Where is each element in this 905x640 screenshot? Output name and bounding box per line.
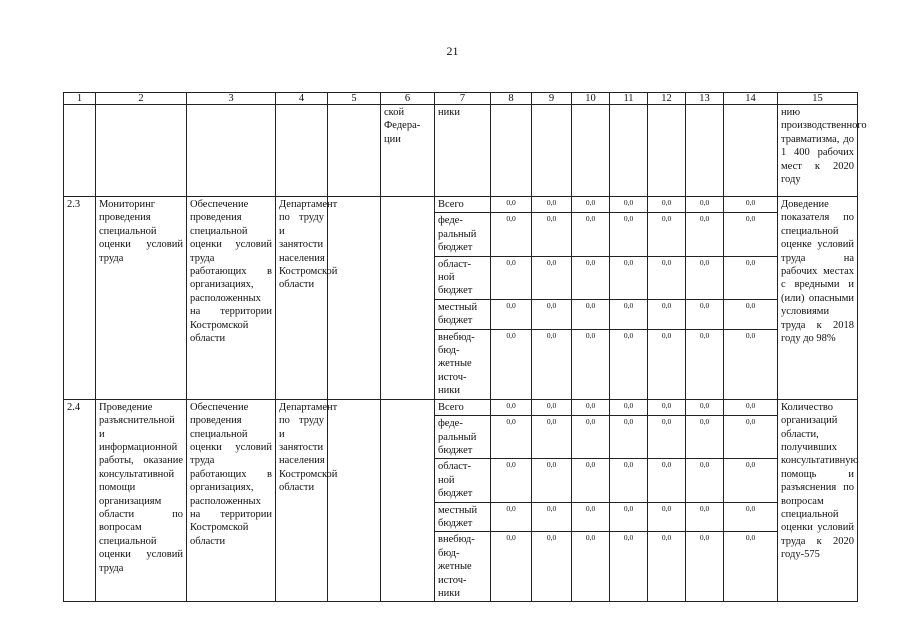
continuation-col15: нию производственного травматизма, до 1 400 рабочих мест к 2020 году — [778, 105, 858, 197]
funding-value: 0,0 — [491, 213, 532, 256]
funding-value: 0,0 — [648, 399, 686, 415]
funding-value: 0,0 — [648, 502, 686, 532]
funding-value: 0,0 — [610, 197, 648, 213]
funding-value: 0,0 — [572, 197, 610, 213]
funding-value: 0,0 — [572, 502, 610, 532]
funding-value: 0,0 — [572, 532, 610, 602]
funding-source: феде-ральный бюджет — [435, 416, 491, 459]
header-col-5: 5 — [328, 93, 381, 105]
funding-value: 0,0 — [686, 299, 724, 329]
funding-value: 0,0 — [610, 502, 648, 532]
funding-value: 0,0 — [724, 502, 778, 532]
funding-value: 0,0 — [686, 197, 724, 213]
expected-result: Доведение показателя по специальной оценке условий труда на рабочих местах с вредными и (или) опасными условиями труда к 2018 году до 98% — [778, 197, 858, 400]
funding-value: 0,0 — [724, 299, 778, 329]
measure-content: Обеспечение проведения специальной оценки условий труда работающих в организациях, расположенных на территории Костромской области — [187, 197, 276, 400]
funding-value: 0,0 — [610, 329, 648, 399]
funding-value: 0,0 — [686, 213, 724, 256]
funding-value: 0,0 — [532, 416, 572, 459]
funding-value: 0,0 — [724, 329, 778, 399]
funding-value: 0,0 — [532, 299, 572, 329]
section-2.3-row — [64, 197, 858, 213]
funding-value: 0,0 — [491, 197, 532, 213]
funding-value: 0,0 — [491, 416, 532, 459]
funding-value: 0,0 — [572, 299, 610, 329]
funding-value: 0,0 — [532, 329, 572, 399]
funding-value: 0,0 — [572, 256, 610, 299]
header-col-15: 15 — [778, 93, 858, 105]
funding-value: 0,0 — [648, 213, 686, 256]
funding-value: 0,0 — [572, 329, 610, 399]
funding-value: 0,0 — [491, 329, 532, 399]
header-col-11: 11 — [610, 93, 648, 105]
empty-col6 — [381, 399, 435, 602]
funding-value: 0,0 — [648, 416, 686, 459]
funding-value: 0,0 — [686, 256, 724, 299]
header-col-7: 7 — [435, 93, 491, 105]
funding-value: 0,0 — [610, 532, 648, 602]
empty-col5 — [328, 197, 381, 400]
funding-value: 0,0 — [572, 416, 610, 459]
funding-value: 0,0 — [724, 459, 778, 502]
measure-content: Обеспечение проведения специальной оценки условий труда работающих в организациях, расположенных на территории Костромской области — [187, 399, 276, 602]
funding-value: 0,0 — [532, 399, 572, 415]
funding-source: местный бюджет — [435, 299, 491, 329]
header-col-14: 14 — [724, 93, 778, 105]
header-col-2: 2 — [96, 93, 187, 105]
continuation-col6: ской Федера-ции — [381, 105, 435, 197]
funding-value: 0,0 — [491, 459, 532, 502]
expected-result: Количество организаций области, получивших консультативную помощь и разъяснения по вопросам специальной оценки условий труда к 2020 году-575 — [778, 399, 858, 602]
funding-source: внебюд-бюд-жетные источ-ники — [435, 532, 491, 602]
funding-value: 0,0 — [532, 459, 572, 502]
funding-value: 0,0 — [610, 213, 648, 256]
funding-value: 0,0 — [532, 256, 572, 299]
funding-value: 0,0 — [610, 299, 648, 329]
continuation-row — [64, 105, 858, 197]
funding-value: 0,0 — [724, 213, 778, 256]
funding-value: 0,0 — [610, 416, 648, 459]
measure-executor: Департамент по труду и занятости населения Костромской области — [276, 197, 328, 400]
funding-value: 0,0 — [648, 532, 686, 602]
funding-value: 0,0 — [648, 299, 686, 329]
program-table — [63, 92, 867, 602]
measure-name: Проведение разъяснительной и информационной работы, оказание консультативной помощи организациям области по вопросам специальной оценки условий труда — [96, 399, 187, 602]
funding-value: 0,0 — [491, 502, 532, 532]
funding-value: 0,0 — [686, 416, 724, 459]
header-col-12: 12 — [648, 93, 686, 105]
funding-source: феде-ральный бюджет — [435, 213, 491, 256]
funding-value: 0,0 — [610, 459, 648, 502]
funding-value: 0,0 — [724, 532, 778, 602]
header-col-6: 6 — [381, 93, 435, 105]
funding-value: 0,0 — [686, 532, 724, 602]
funding-source: област-ной бюджет — [435, 256, 491, 299]
funding-value: 0,0 — [648, 459, 686, 502]
continuation-col7: ники — [435, 105, 491, 197]
funding-value: 0,0 — [724, 256, 778, 299]
empty-col5 — [328, 399, 381, 602]
funding-source: Всего — [435, 197, 491, 213]
measure-name: Мониторинг проведения специальной оценки условий труда — [96, 197, 187, 400]
funding-value: 0,0 — [686, 502, 724, 532]
header-col-13: 13 — [686, 93, 724, 105]
section-number: 2.4 — [64, 399, 96, 602]
funding-value: 0,0 — [532, 197, 572, 213]
funding-value: 0,0 — [686, 329, 724, 399]
funding-value: 0,0 — [648, 256, 686, 299]
funding-source: област-ной бюджет — [435, 459, 491, 502]
section-2.4-row — [64, 399, 858, 415]
header-col-1: 1 — [64, 93, 96, 105]
funding-value: 0,0 — [686, 459, 724, 502]
funding-value: 0,0 — [491, 399, 532, 415]
funding-value: 0,0 — [686, 399, 724, 415]
funding-source: местный бюджет — [435, 502, 491, 532]
funding-value: 0,0 — [572, 213, 610, 256]
header-col-4: 4 — [276, 93, 328, 105]
page-number: 21 — [446, 44, 459, 58]
funding-value: 0,0 — [532, 532, 572, 602]
funding-value: 0,0 — [724, 399, 778, 415]
funding-value: 0,0 — [491, 532, 532, 602]
empty-col6 — [381, 197, 435, 400]
funding-value: 0,0 — [491, 256, 532, 299]
header-col-9: 9 — [532, 93, 572, 105]
header-row — [64, 93, 858, 105]
header-col-3: 3 — [187, 93, 276, 105]
measure-executor: Департамент по труду и занятости населения Костромской области — [276, 399, 328, 602]
funding-value: 0,0 — [648, 197, 686, 213]
funding-source: внебюд-бюд-жетные источ-ники — [435, 329, 491, 399]
funding-value: 0,0 — [491, 299, 532, 329]
funding-value: 0,0 — [532, 213, 572, 256]
funding-value: 0,0 — [572, 459, 610, 502]
funding-value: 0,0 — [572, 399, 610, 415]
funding-value: 0,0 — [610, 256, 648, 299]
funding-value: 0,0 — [610, 399, 648, 415]
funding-value: 0,0 — [724, 197, 778, 213]
funding-value: 0,0 — [724, 416, 778, 459]
funding-value: 0,0 — [648, 329, 686, 399]
section-number: 2.3 — [64, 197, 96, 400]
funding-source: Всего — [435, 399, 491, 415]
funding-value: 0,0 — [532, 502, 572, 532]
header-col-10: 10 — [572, 93, 610, 105]
header-col-8: 8 — [491, 93, 532, 105]
